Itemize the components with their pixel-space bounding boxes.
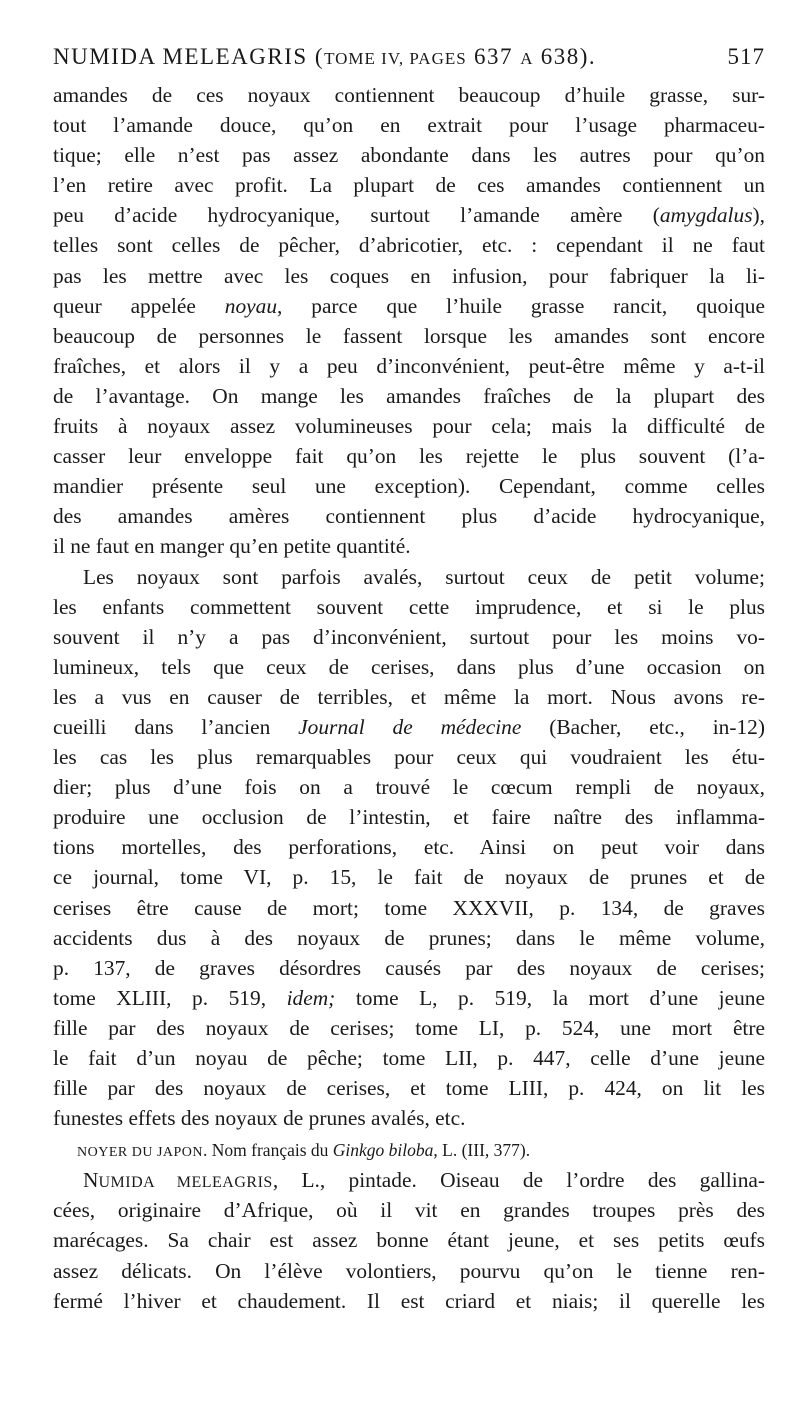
text-line: produire une occlusion de l’intestin, et faire naître des inflamma-: [53, 805, 765, 830]
header-title-page-end: 638).: [533, 44, 597, 69]
text-line: tions mortelles, des perforations, etc. Ainsi on peut voir dans: [53, 835, 765, 860]
entry-headword-initial: N: [83, 1168, 99, 1193]
text-run: , L. (III, 377).: [433, 1140, 531, 1161]
text-line: Les noyaux sont parfois avalés, surtout ceux de petit volume;: [83, 564, 765, 589]
text-line: les a vus en causer de terribles, et même la mort. Nous avons re-: [53, 684, 765, 709]
text-line: de l’avantage. On mange les amandes fraîches de la plupart des: [53, 383, 765, 408]
text-line: [53, 712, 765, 742]
running-header: [53, 44, 765, 80]
text-line: fille par des noyaux de cerises, et tome LIII, p. 424, on lit les: [53, 1076, 765, 1101]
header-title: [53, 44, 596, 70]
text-line: p. 137, de graves désordres causés par des noyaux de cerises;: [53, 955, 765, 980]
header-title-page-start: 637: [466, 44, 521, 69]
text-line: fille par des noyaux de cerises; tome LI, p. 524, une mort être: [53, 1015, 765, 1040]
paragraph-amandes: [53, 80, 765, 562]
text-line: souvent il n’y a pas d’inconvénient, surtout pour les moins vo-: [53, 624, 765, 649]
text-run: ),: [752, 203, 765, 228]
text-run: , parce que l’huile grasse rancit, quoique: [277, 293, 765, 318]
text-run: (Bacher, etc., in-12): [521, 714, 765, 739]
text-run: queur appelée: [53, 293, 225, 318]
text-run: tome L, p. 519, la mort d’une jeune: [335, 985, 765, 1010]
text-line: fruits à noyaux assez volumineuses pour cela; mais la difficulté de: [53, 414, 765, 439]
text-line: l’en retire avec profit. La plupart de ces amandes contiennent un: [53, 173, 765, 198]
entry-headword: UMIDA MELEAGRIS: [98, 1174, 273, 1192]
entry-numida-meleagris: [53, 1165, 765, 1315]
text-run: peu d’acide hydrocyanique, surtout l’amande amère (: [53, 203, 660, 228]
text-line: amandes de ces noyaux contiennent beaucoup d’huile grasse, sur-: [53, 83, 765, 107]
text-line: les enfants commettent souvent cette imprudence, et si le plus: [53, 594, 765, 619]
text-line: tout l’amande douce, qu’on en extrait pour l’usage pharmaceu-: [53, 113, 765, 138]
text-line: [53, 200, 765, 230]
italic-species: Ginkgo biloba: [332, 1140, 434, 1161]
text-line: telles sont celles de pêcher, d’abricotier, etc. : cependant il ne faut: [53, 233, 765, 258]
header-title-separator: A: [520, 49, 534, 68]
text-line: tique; elle n’est pas assez abondante dans les autres pour qu’on: [53, 143, 765, 168]
text-line: beaucoup de personnes le fassent lorsque les amandes sont encore: [53, 323, 765, 348]
header-title-main: NUMIDA MELEAGRIS (: [53, 44, 325, 69]
italic-term: noyau: [224, 293, 278, 318]
text-line: assez délicats. On l’élève volontiers, pourvu qu’on le tienne ren-: [53, 1258, 765, 1283]
text-line: [53, 983, 765, 1013]
book-page: [53, 44, 765, 1316]
text-run: , L., pintade. Oiseau de l’ordre des gallina-: [272, 1168, 765, 1193]
text-line: cées, originaire d’Afrique, où il vit en grandes troupes près des: [53, 1198, 765, 1223]
text-line: mandier présente seul une exception). Cependant, comme celles: [53, 474, 765, 499]
text-line: les cas les plus remarquables pour ceux qui voudraient les étu-: [53, 745, 765, 770]
text-line: accidents dus à des noyaux de prunes; dans le même volume,: [53, 925, 765, 950]
text-line: [53, 291, 765, 321]
text-line: [53, 1165, 765, 1195]
italic-term: amygdalus: [659, 203, 753, 228]
text-run: tome XLIII, p. 519,: [53, 985, 287, 1010]
text-run: cueilli dans l’ancien: [53, 714, 299, 739]
text-line: cerises être cause de mort; tome XXXVII, p. 134, de graves: [53, 895, 765, 920]
entry-noyer-du-japon: [53, 1135, 765, 1165]
text-line: ce journal, tome VI, p. 15, le fait de noyaux de prunes et de: [53, 865, 765, 890]
text-line: lumineux, tels que ceux de cerises, dans plus d’une occasion on: [53, 654, 765, 679]
text-line: marécages. Sa chair est assez bonne étant jeune, et ses petits œufs: [53, 1228, 765, 1253]
text-line: des amandes amères contiennent plus d’acide hydrocyanique,: [53, 504, 765, 529]
text-line: dier; plus d’une fois on a trouvé le cœcum rempli de noyaux,: [53, 775, 765, 800]
text-line: fermé l’hiver et chaudement. Il est criard et niais; il querelle les: [53, 1288, 765, 1313]
italic-title: Journal de médecine: [298, 714, 522, 739]
text-line: pas les mettre avec les coques en infusion, pour fabriquer la li-: [53, 263, 765, 288]
text-line: le fait d’un noyau de pêche; tome LII, p. 447, celle d’une jeune: [53, 1046, 765, 1070]
header-title-volume: TOME IV, PAGES: [324, 49, 467, 68]
text-line: casser leur enveloppe fait qu’on les rejette le plus souvent (l’a-: [53, 444, 765, 469]
text-line: fraîches, et alors il y a peu d’inconvénient, peut-être même y a-t-il: [53, 353, 765, 378]
text-line: funestes effets des noyaux de prunes avalés, etc.: [53, 1106, 466, 1131]
page-number: 517: [727, 44, 765, 69]
text-line: il ne faut en manger qu’en petite quantité.: [53, 534, 411, 559]
text-run: . Nom français du: [203, 1140, 333, 1161]
entry-headword: NOYER DU JAPON: [77, 1145, 204, 1161]
italic-term: idem;: [286, 985, 336, 1010]
paragraph-noyaux-avales: [53, 562, 765, 1134]
